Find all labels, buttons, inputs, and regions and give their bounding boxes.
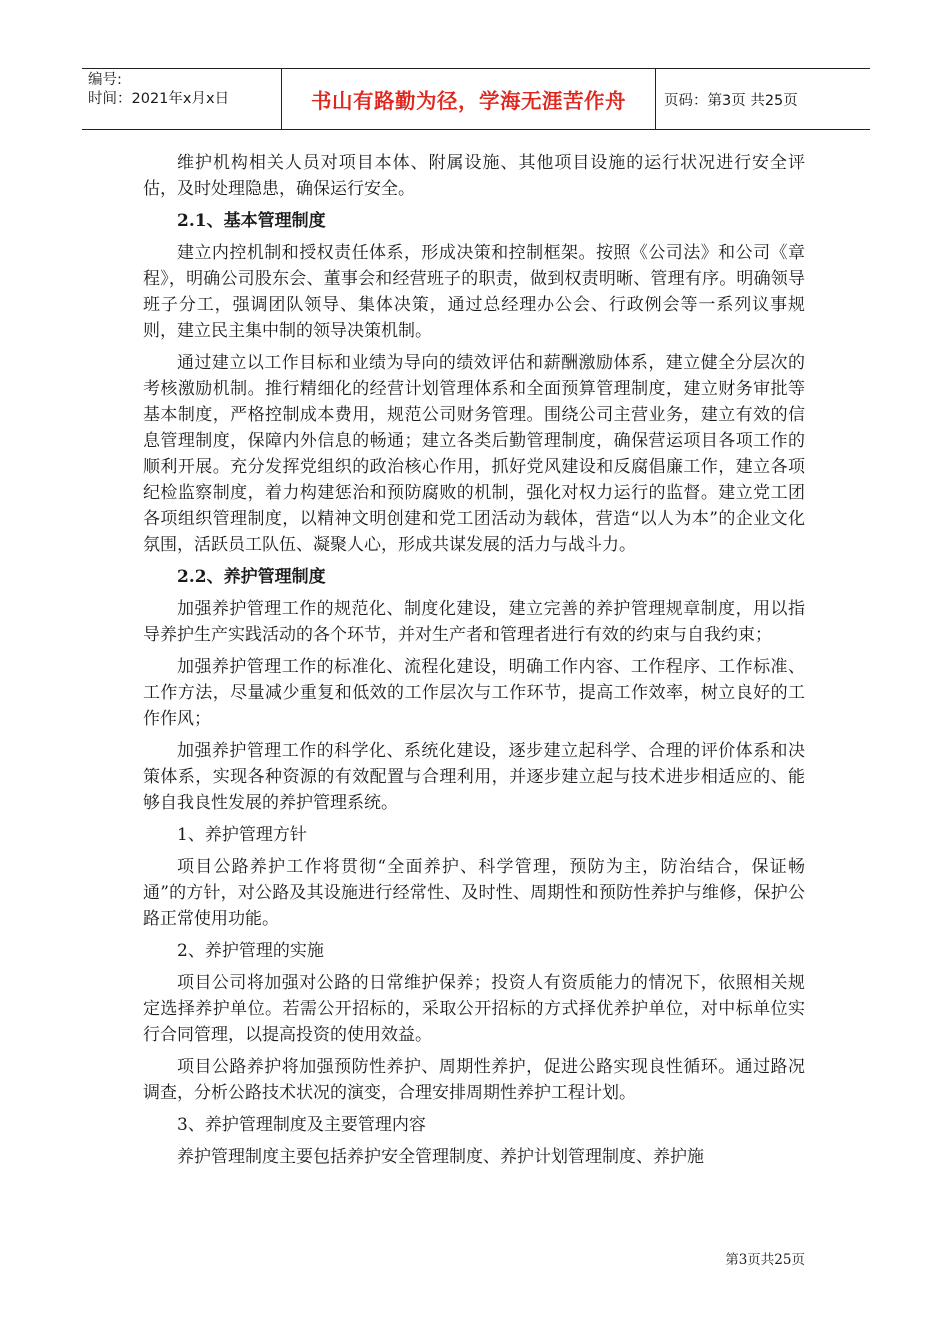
- doc-time-label: 时间：2021年x月x日: [88, 91, 230, 107]
- doc-number-label: 编号:: [88, 72, 122, 88]
- paragraph: 项目公路养护将加强预防性养护、周期性养护，促进公路实现良性循环。通过路况调查，分析公路技术状况的演变，合理安排周期性养护工程计划。: [143, 1057, 805, 1103]
- paragraph: 项目公路养护工作将贯彻“全面养护、科学管理，预防为主，防治结合，保证畅通”的方针，对公路及其设施进行经常性、及时性、周期性和预防性养护与维修，保护公路正常使用功能。: [143, 857, 805, 929]
- paragraph: 维护机构相关人员对项目本体、附属设施、其他项目设施的运行状况进行安全评估，及时处理隐患，确保运行安全。: [143, 153, 805, 199]
- section-heading-2-2: 2.2、养护管理制度: [177, 567, 326, 587]
- paragraph: 项目公司将加强对公路的日常维护保养；投资人有资质能力的情况下，依照相关规定选择养护单位。若需公开招标的，采取公开招标的方式择优养护单位，对中标单位实行合同管理，以提高投资的使用效益。: [143, 973, 805, 1045]
- paragraph: 加强养护管理工作的规范化、制度化建设，建立完善的养护管理规章制度，用以指导养护生产实践活动的各个环节，并对生产者和管理者进行有效的约束与自我约束；: [143, 599, 805, 645]
- paragraph: 加强养护管理工作的科学化、系统化建设，逐步建立起科学、合理的评价体系和决策体系，实现各种资源的有效配置与合理利用，并逐步建立起与技术进步相适应的、能够自我良性发展的养护管理系统。: [143, 741, 805, 813]
- subsection-heading-3: 3、养护管理制度及主要管理内容: [177, 1115, 426, 1135]
- paragraph: 通过建立以工作目标和业绩为导向的绩效评估和薪酬激励体系，建立健全分层次的考核激励机制。推行精细化的经营计划管理体系和全面预算管理制度，建立财务审批等基本制度，严格控制成本费用，规范公司财务管理。围绕公司主营业务，建立有效的信息管理制度，保障内外信息的畅通；建立各类后勤管理制度，确保营运项目各项工作的顺利开展。充分发挥党组织的政治核心作用，抓好党风建设和反腐倡廉工作，建立各项纪检监察制度，着力构建惩治和预防腐败的机制，强化对权力运行的监督。建立党工团各项组织管理制度，以精神文明创建和党工团活动为载体，营造“以人为本”的企业文化氛围，活跃员工队伍、凝聚人心，形成共谋发展的活力与战斗力。: [143, 353, 805, 555]
- subsection-heading-1: 1、养护管理方针: [177, 825, 307, 845]
- document-body: [143, 150, 805, 1176]
- section-heading-2-1: 2.1、基本管理制度: [177, 211, 326, 231]
- header-meta-cell: [82, 69, 282, 129]
- paragraph: 建立内控机制和授权责任体系，形成决策和控制框架。按照《公司法》和公司《章程》，明确公司股东会、董事会和经营班子的职责，做到权责明晰、管理有序。明确领导班子分工，强调团队领导、集体决策，通过总经理办公会、行政例会等一系列议事规则，建立民主集中制的领导决策机制。: [143, 243, 805, 341]
- header-motto: 书山有路勤为径，学海无涯苦作舟: [282, 69, 656, 129]
- page-header: [82, 68, 870, 130]
- page-footer: 第3页共25页: [725, 1252, 805, 1268]
- paragraph: 加强养护管理工作的标准化、流程化建设，明确工作内容、工作程序、工作标准、工作方法，尽量减少重复和低效的工作层次与工作环节，提高工作效率，树立良好的工作作风；: [143, 657, 805, 729]
- subsection-heading-2: 2、养护管理的实施: [177, 941, 324, 961]
- paragraph: 养护管理制度主要包括养护安全管理制度、养护计划管理制度、养护施: [177, 1147, 704, 1167]
- header-page-info: 页码：第3页 共25页: [664, 92, 798, 109]
